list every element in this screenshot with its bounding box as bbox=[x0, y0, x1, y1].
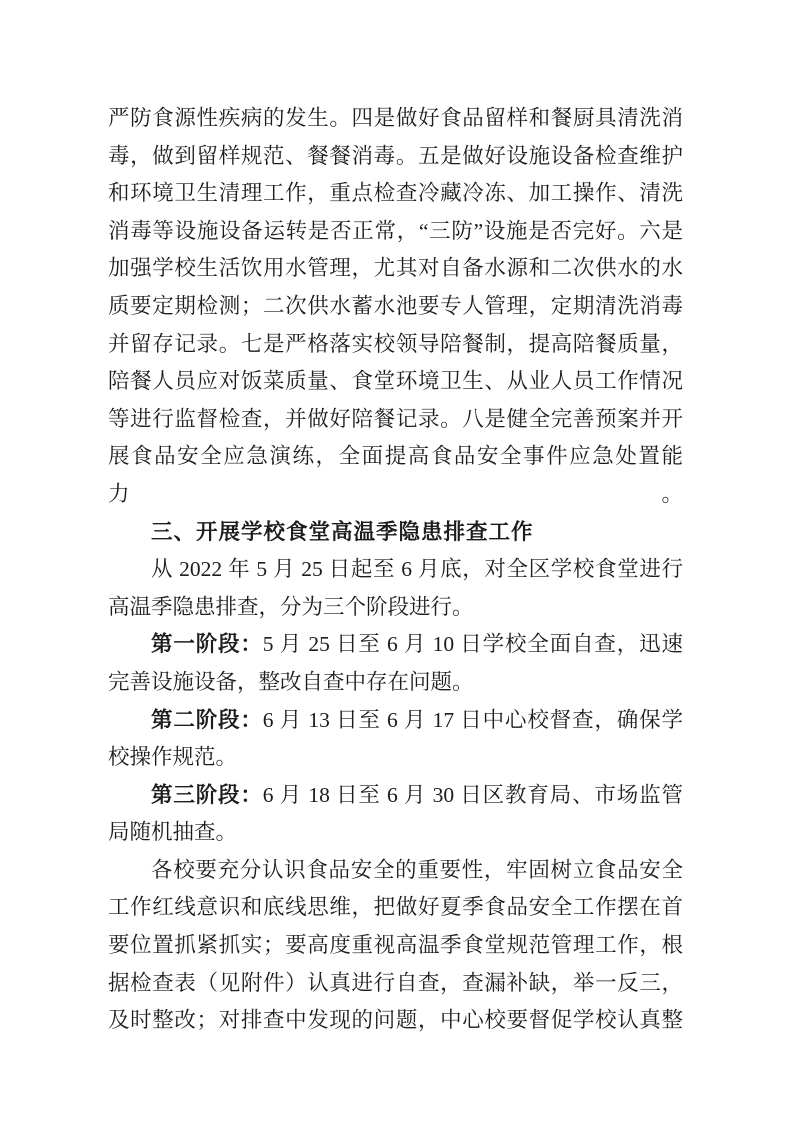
text-line bbox=[108, 702, 683, 740]
text-line: 从 2022 年 5 月 25 日起至 6 月底，对全区学校食堂进行 bbox=[151, 557, 683, 582]
text-line: 陪餐人员应对饭菜质量、食堂环境卫生、从业人员工作情况 bbox=[108, 369, 683, 394]
text-line: 加强学校生活饮用水管理，尤其对自备水源和二次供水的水 bbox=[108, 256, 683, 281]
text-line bbox=[108, 777, 683, 815]
text-line: 校操作规范。 bbox=[108, 745, 238, 770]
text-line: 高温季隐患排查，分为三个阶段进行。 bbox=[108, 594, 474, 619]
text-line: 完善设施设备，整改自查中存在问题。 bbox=[108, 669, 474, 694]
text-line: 等进行监督检查，并做好陪餐记录。八是健全完善预案并开 bbox=[108, 406, 683, 431]
line-text: 5 月 25 日至 6 月 10 日学校全面自查，迅速 bbox=[262, 632, 683, 657]
document-text-block bbox=[108, 100, 683, 1040]
text-line: 消毒等设施设备运转是否正常，“三防”设施是否完好。六是 bbox=[108, 218, 683, 243]
text-line: 和环境卫生清理工作，重点检查冷藏冷冻、加工操作、清洗 bbox=[108, 181, 683, 206]
text-line: 各校要充分认识食品安全的重要性，牢固树立食品安全 bbox=[151, 857, 683, 882]
text-line: 严防食源性疾病的发生。四是做好食品留样和餐厨具清洗消 bbox=[108, 106, 683, 130]
text-line: 质要定期检测；二次供水蓄水池要专人管理，定期清洗消毒 bbox=[108, 293, 683, 318]
line-text: 6 月 13 日至 6 月 17 日中心校督查，确保学 bbox=[262, 707, 683, 732]
text-line: 局随机抽查。 bbox=[108, 820, 238, 845]
text-line bbox=[108, 626, 683, 664]
text-line: 要位置抓紧抓实；要高度重视高温季食堂规范管理工作，根 bbox=[108, 933, 683, 958]
stage-label: 第一阶段： bbox=[151, 632, 263, 657]
section-heading: 三、开展学校食堂高温季隐患排查工作 bbox=[151, 519, 534, 544]
text-line: 工作红线意识和底线思维，把做好夏季食品安全工作摆在首 bbox=[108, 895, 683, 920]
stage-label: 第二阶段： bbox=[151, 707, 263, 732]
text-line: 毒，做到留样规范、餐餐消毒。五是做好设施设备检查维护 bbox=[108, 143, 683, 168]
line-text: 6 月 18 日至 6 月 30 日区教育局、市场监管 bbox=[262, 782, 683, 807]
text-line: 展食品安全应急演练，全面提高食品安全事件应急处置能力。 bbox=[108, 444, 683, 506]
text-line: 据检查表（见附件）认真进行自查，查漏补缺，举一反三， bbox=[108, 970, 683, 995]
stage-label: 第三阶段： bbox=[151, 782, 263, 807]
text-line: 并留存记录。七是严格落实校领导陪餐制，提高陪餐质量， bbox=[108, 331, 683, 356]
text-line: 及时整改；对排查中发现的问题，中心校要督促学校认真整 bbox=[108, 1008, 683, 1033]
